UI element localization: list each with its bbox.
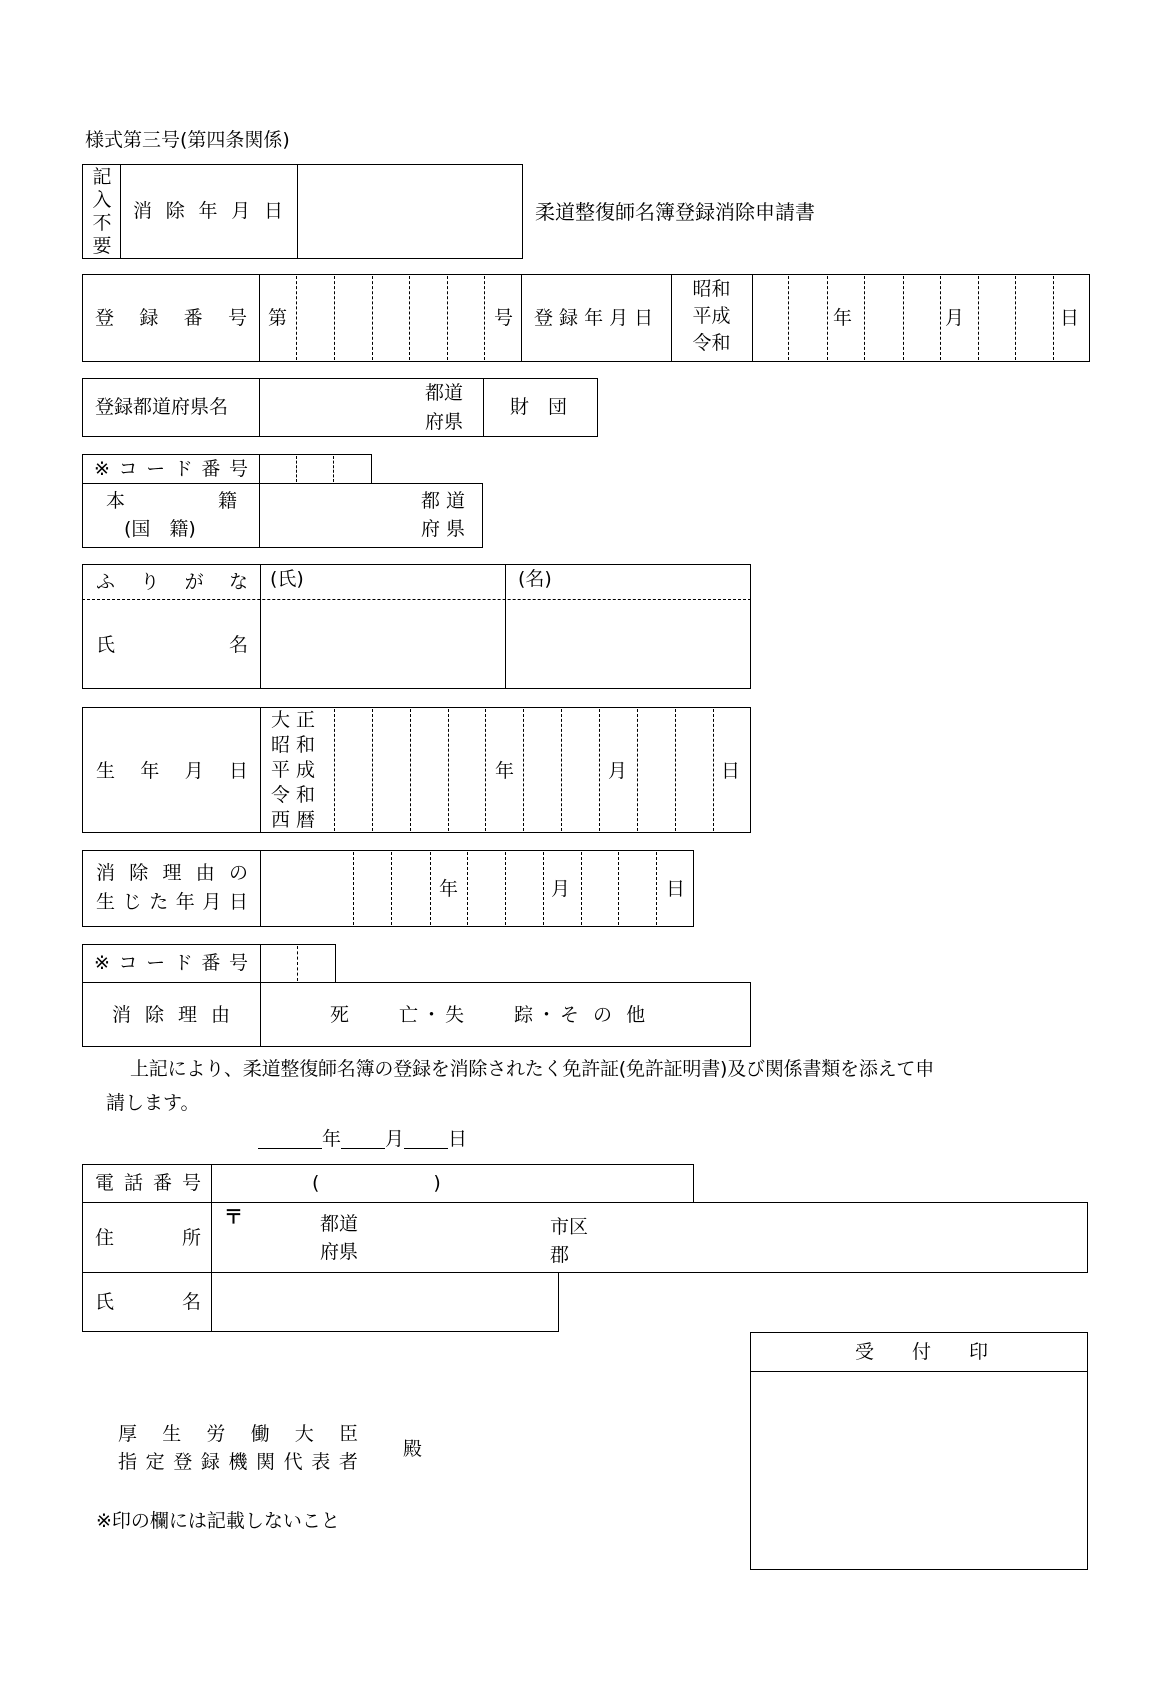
deletion-date-label: 消 除 年 月 日 — [133, 200, 283, 222]
registration-day-unit: 日 — [1060, 307, 1080, 329]
honseki-label-left: 本 — [106, 490, 126, 512]
given-name-field[interactable] — [507, 601, 749, 687]
honseki-field[interactable] — [261, 485, 421, 546]
given-name-header: (名) — [518, 568, 552, 590]
honseki-suffix-1: 都 道 — [421, 490, 466, 512]
zaidan-label: 財 団 — [510, 396, 568, 418]
birth-era-options[interactable]: 大 正 昭 和 平 成 令 和 西 暦 — [271, 709, 316, 831]
phone-parens: ( ) — [312, 1172, 441, 1194]
code-number-2-label: ※ コ ー ド 番 号 — [94, 952, 248, 974]
statement-line-2: 請します。 — [106, 1092, 200, 1114]
reason-date-field[interactable] — [262, 852, 692, 925]
address-label: 住 所 — [95, 1227, 201, 1249]
birth-date-field[interactable] — [336, 709, 749, 831]
reason-month-unit: 月 — [551, 878, 571, 900]
reception-stamp-box — [750, 1332, 1088, 1570]
birth-date-label: 生 年 月 日 — [96, 760, 248, 782]
phone-label: 電 話 番 号 — [95, 1172, 201, 1194]
address-city-1: 市区 — [550, 1216, 589, 1238]
form-label: 様式第三号(第四条関係) — [85, 129, 290, 151]
reason-date-label-line1: 消 除 理 由 の — [96, 862, 248, 884]
family-name-field[interactable] — [262, 601, 503, 687]
given-name-furigana-field[interactable] — [570, 566, 748, 597]
registration-era-options[interactable]: 昭和 平成 令和 — [692, 278, 731, 354]
address-field[interactable] — [213, 1204, 1086, 1271]
applicant-name-label: 氏 名 — [95, 1291, 201, 1313]
phone-field[interactable] — [213, 1166, 692, 1201]
addressee-honorific: 殿 — [403, 1438, 423, 1460]
family-name-furigana-field[interactable] — [330, 566, 500, 597]
name-label-right: 名 — [229, 634, 249, 656]
birth-day-unit: 日 — [721, 760, 741, 782]
honseki-label-right: 籍 — [218, 490, 238, 512]
reason-label: 消 除 理 由 — [112, 1004, 230, 1026]
address-pref-1: 都道 — [320, 1213, 359, 1235]
prefecture-field[interactable] — [261, 380, 421, 435]
reason-day-unit: 日 — [666, 878, 686, 900]
addressee-line-1: 厚 生 労 働 大 臣 — [118, 1423, 358, 1445]
nationality-label: (国 籍) — [124, 518, 196, 540]
addressee-line-2: 指 定 登 録 機 関 代 表 者 — [118, 1451, 358, 1473]
registration-month-unit: 月 — [945, 307, 965, 329]
document-title: 柔道整復師名簿登録消除申請書 — [535, 200, 815, 224]
birth-year-unit: 年 — [495, 760, 515, 782]
reason-year-unit: 年 — [439, 878, 459, 900]
application-date[interactable]: 年 月 日 — [258, 1130, 467, 1149]
registration-year-unit: 年 — [833, 307, 853, 329]
statement-line-1: 上記により、柔道整復師名簿の登録を消除されたく免許証(免許証明書)及び関係書類を添えて申 — [130, 1058, 935, 1080]
registration-date-field[interactable] — [754, 276, 1088, 360]
address-pref-2: 府県 — [320, 1241, 359, 1263]
applicant-name-field[interactable] — [213, 1274, 557, 1330]
note: ※印の欄には記載しないこと — [96, 1510, 340, 1532]
address-city-2: 郡 — [550, 1244, 570, 1266]
registration-number-prefix: 第 — [268, 307, 288, 329]
registration-number-field[interactable] — [296, 276, 484, 360]
registration-date-label: 登 録 年 月 日 — [534, 307, 654, 329]
name-label-left: 氏 — [96, 634, 116, 656]
reception-stamp-label: 受 付 印 — [855, 1341, 989, 1363]
prefecture-suffix-1: 都道 — [425, 382, 464, 404]
honseki-suffix-2: 府 県 — [421, 518, 466, 540]
office-use-vertical-label: 記 入 不 要 — [92, 166, 112, 257]
code-number-1-label: ※ コ ー ド 番 号 — [94, 458, 248, 480]
registration-number-suffix: 号 — [494, 307, 514, 329]
family-name-header: (氏) — [270, 568, 304, 590]
birth-month-unit: 月 — [608, 760, 628, 782]
postal-mark-icon: 〒 — [224, 1206, 244, 1228]
prefecture-suffix-2: 府県 — [425, 411, 464, 433]
reason-date-label-line2: 生 じ た 年 月 日 — [96, 891, 248, 913]
registration-number-label: 登 録 番 号 — [95, 307, 247, 329]
furigana-label: ふ り が な — [96, 571, 248, 593]
deletion-date-field[interactable] — [299, 166, 521, 257]
reason-options[interactable]: 死 亡・失 踪・そ の 他 — [330, 1004, 650, 1026]
prefecture-label: 登録都道府県名 — [95, 396, 229, 418]
